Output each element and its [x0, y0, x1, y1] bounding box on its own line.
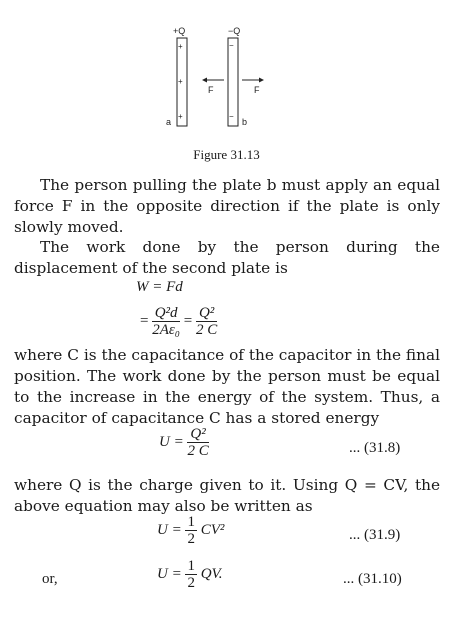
equation-number-31-8: ... (31.8): [349, 440, 401, 456]
fraction-q2-over-2c: [187, 426, 208, 459]
equation-work-line1: W = Fd: [136, 279, 183, 295]
equation-31-9: [157, 514, 224, 547]
fraction-numerator: Q²d: [152, 305, 180, 322]
plate-a-plus-sign: +: [178, 112, 183, 121]
equation-lhs: U =: [157, 521, 182, 538]
equation-lhs: U =: [157, 565, 182, 582]
equation-number-31-10: ... (31.10): [343, 571, 402, 587]
fraction-numerator: 1: [187, 514, 195, 530]
equation-work-line2: [140, 305, 217, 338]
figure-caption: Figure 31.13: [193, 147, 260, 162]
equation-rhs: QV.: [200, 565, 223, 582]
corner-label-b: b: [242, 117, 248, 127]
plate-a-plus-sign: +: [178, 42, 183, 51]
plate-a-plus-sign: +: [178, 77, 183, 86]
plate-b-minus-sign: −: [229, 41, 234, 50]
force-label-right: F: [254, 85, 260, 95]
force-arrowhead-left: [202, 78, 207, 83]
fraction-one-half: [185, 558, 197, 591]
fraction-numerator: Q²: [187, 426, 208, 443]
paragraph-2: The work done by the person during the displacement of the second plate is: [14, 238, 440, 277]
equation-number-31-9: ... (31.9): [349, 527, 401, 543]
fraction-q2-over-2c: [196, 305, 217, 338]
fraction-denominator: 2 C: [187, 443, 209, 459]
paragraph-3: where C is the capacitance of the capacitor in the final position. The work done by the person must be equal to the increase in the energy of the system. Thus, a capacitor of capacitance C has a stored energy: [14, 346, 440, 427]
plate-b-charge-label: −Q: [228, 26, 241, 36]
corner-label-a: a: [166, 117, 172, 127]
plate-b-minus-sign: −: [229, 112, 234, 121]
equation-31-8: [159, 426, 209, 459]
fraction-denominator: 2Aε₀: [152, 322, 181, 338]
equation-31-10: [157, 558, 223, 591]
fraction-one-half: [185, 514, 197, 547]
equation-prefix-or: or,: [42, 571, 58, 587]
fraction-denominator: 2: [187, 531, 195, 547]
paragraph-1: The person pulling the plate b must apply an equal force F in the opposite direction if the plate is only slowly moved.: [14, 176, 440, 236]
paragraph-4: where Q is the charge given to it. Using Q = CV, the above equation may also be written as: [14, 476, 440, 515]
equals-sign: =: [183, 312, 193, 329]
fraction-denominator: 2 C: [195, 322, 218, 338]
fraction-numerator: Q²: [196, 305, 217, 322]
force-label-left: F: [208, 85, 214, 95]
equals-sign: =: [140, 312, 149, 329]
plate-a-charge-label: +Q: [173, 26, 186, 36]
force-arrowhead-right: [259, 78, 264, 83]
equation-rhs: CV²: [200, 521, 225, 538]
fraction-numerator: 1: [187, 558, 195, 574]
equation-lhs: U =: [159, 433, 184, 450]
fraction-q2d-over-2a-epsilon: [152, 305, 180, 338]
fraction-denominator: 2: [187, 575, 195, 591]
